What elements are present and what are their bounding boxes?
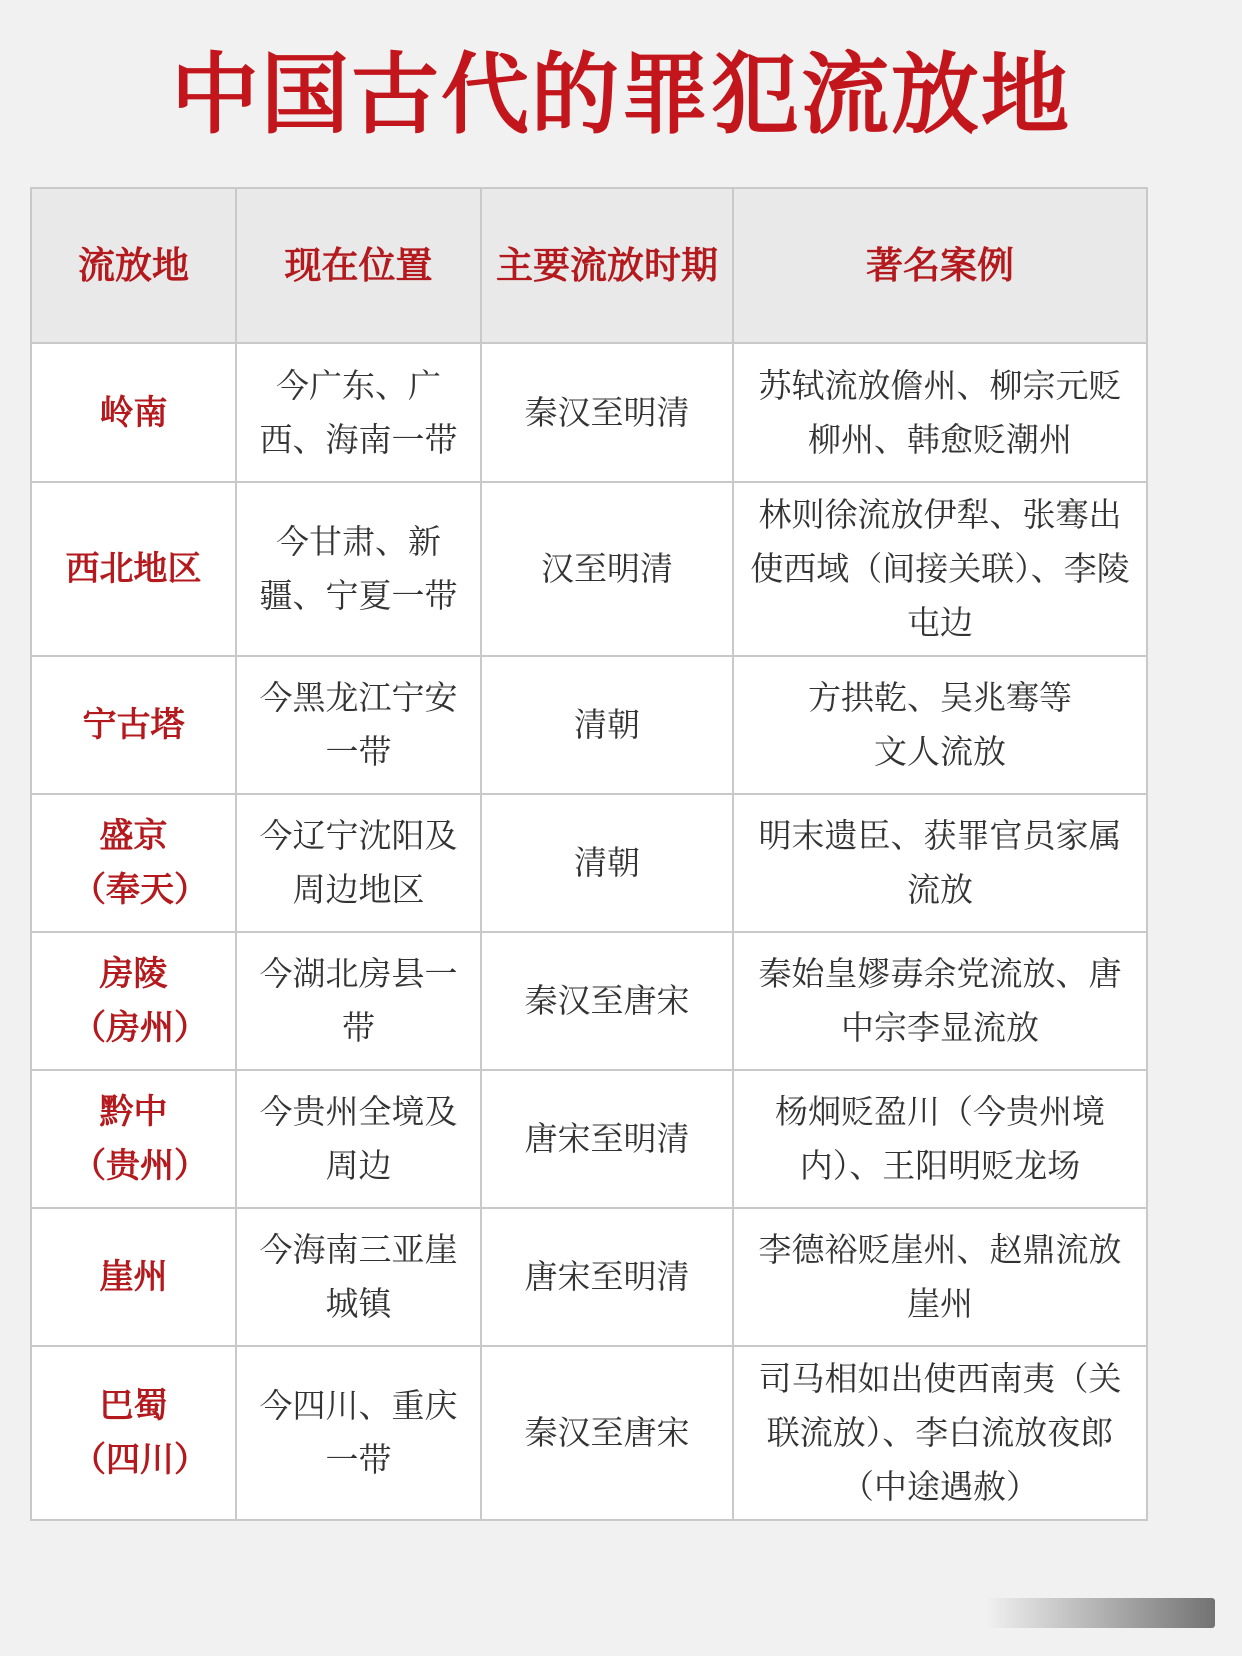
page-title: 中国古代的罪犯流放地: [170, 43, 1071, 146]
place-cell: 房陵（房州）: [31, 932, 236, 1070]
header-period: 主要流放时期: [481, 188, 733, 343]
place-cell: 盛京（奉天）: [31, 794, 236, 932]
place-cell: 崖州: [31, 1208, 236, 1346]
table-row: [31, 482, 1147, 656]
period-cell: 汉至明清: [481, 482, 733, 656]
cases-cell: 方拱乾、吴兆骞等文人流放: [733, 656, 1147, 794]
table-row: [31, 1070, 1147, 1208]
table-header-row: [31, 188, 1147, 343]
cases-cell: 林则徐流放伊犁、张骞出使西域（间接关联）、李陵屯边: [733, 482, 1147, 656]
location-cell: 今贵州全境及周边: [236, 1070, 481, 1208]
location-cell: 今四川、重庆一带: [236, 1346, 481, 1520]
table-row: [31, 656, 1147, 794]
period-cell: 清朝: [481, 656, 733, 794]
period-cell: 唐宋至明清: [481, 1208, 733, 1346]
location-cell: 今海南三亚崖城镇: [236, 1208, 481, 1346]
header-place: 流放地: [31, 188, 236, 343]
location-cell: 今湖北房县一带: [236, 932, 481, 1070]
period-cell: 秦汉至唐宋: [481, 1346, 733, 1520]
table-row: [31, 1208, 1147, 1346]
cases-cell: 苏轼流放儋州、柳宗元贬柳州、韩愈贬潮州: [733, 343, 1147, 482]
location-cell: 今辽宁沈阳及周边地区: [236, 794, 481, 932]
table-row: [31, 343, 1147, 482]
period-cell: 清朝: [481, 794, 733, 932]
place-cell: 岭南: [31, 343, 236, 482]
place-cell: 西北地区: [31, 482, 236, 656]
location-cell: 今广东、广西、海南一带: [236, 343, 481, 482]
watermark: [985, 1598, 1215, 1628]
table-row: [31, 794, 1147, 932]
exile-table: [30, 187, 1148, 1521]
cases-cell: 李德裕贬崖州、赵鼎流放崖州: [733, 1208, 1147, 1346]
period-cell: 唐宋至明清: [481, 1070, 733, 1208]
cases-cell: 秦始皇嫪毐余党流放、唐中宗李显流放: [733, 932, 1147, 1070]
table-row: [31, 932, 1147, 1070]
period-cell: 秦汉至明清: [481, 343, 733, 482]
cases-cell: 杨炯贬盈川（今贵州境内）、王阳明贬龙场: [733, 1070, 1147, 1208]
place-cell: 巴蜀（四川）: [31, 1346, 236, 1520]
place-cell: 黔中（贵州）: [31, 1070, 236, 1208]
place-cell: 宁古塔: [31, 656, 236, 794]
cases-cell: 明末遗臣、获罪官员家属流放: [733, 794, 1147, 932]
table-row: [31, 1346, 1147, 1520]
location-cell: 今甘肃、新疆、宁夏一带: [236, 482, 481, 656]
location-cell: 今黑龙江宁安一带: [236, 656, 481, 794]
cases-cell: 司马相如出使西南夷（关联流放）、李白流放夜郎（中途遇赦）: [733, 1346, 1147, 1520]
header-cases: 著名案例: [733, 188, 1147, 343]
period-cell: 秦汉至唐宋: [481, 932, 733, 1070]
header-location: 现在位置: [236, 188, 481, 343]
